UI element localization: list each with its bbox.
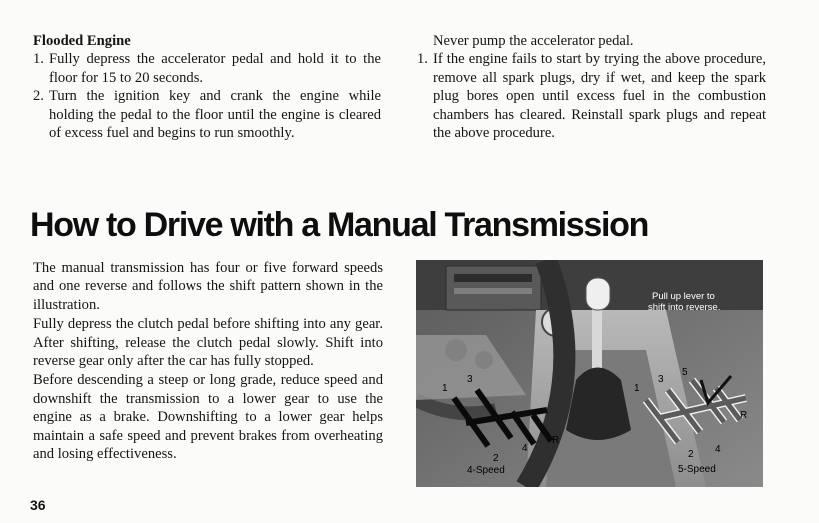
reverse-note: Pull up lever to <box>652 291 715 302</box>
gear-label: 2 <box>493 453 499 464</box>
pattern-caption: 4-Speed <box>467 465 505 476</box>
step-text: If the engine fails to start by trying the above procedure, remove all spark plugs, dry if wet, and keep the spark plug bores open until excess fuel in the combustion chambers has cleared. Reinstall spark plugs and repeat the above procedure. <box>433 51 766 142</box>
restart-steps <box>417 50 766 142</box>
paragraph: Before descending a steep or long grade, reduce speed and downshift the transmission to a lower gear to use the engine as a brake. Downshifting to a lower gear helps maintain a safe speed and prevent brakes from overheating and losing effectiveness. <box>33 372 383 463</box>
gear-label: R <box>552 435 560 446</box>
flooded-engine-section <box>33 32 381 142</box>
section-title: How to Drive with a Manual Transmission <box>30 206 649 244</box>
accelerator-warning: Never pump the accelerator pedal. <box>433 33 634 49</box>
step-number: 1. <box>417 51 428 68</box>
flooded-engine-continued <box>417 32 766 142</box>
gear-label: 1 <box>634 383 640 394</box>
step-text: Turn the ignition key and crank the engine while holding the pedal to the floor until the engine is cleared of excess fuel and begins to run smoothly. <box>49 88 381 142</box>
flooded-engine-steps <box>33 50 381 142</box>
restart-step <box>417 50 766 142</box>
flooded-engine-heading: Flooded Engine <box>33 33 131 49</box>
reverse-note: shift into reverse. <box>648 302 721 313</box>
gear-label: 5 <box>682 367 688 378</box>
gear-label: 2 <box>688 449 694 460</box>
flooded-engine-step <box>33 87 381 142</box>
step-number: 2. <box>33 88 44 105</box>
flooded-engine-step <box>33 50 381 87</box>
gear-label: 4 <box>522 443 528 454</box>
gear-label: R <box>740 410 748 421</box>
step-number: 1. <box>33 51 44 68</box>
shift-pattern-photo <box>416 260 763 487</box>
pattern-caption: 5-Speed <box>678 464 716 475</box>
paragraph: The manual transmission has four or five forward speeds and one reverse and follows the shift pattern shown in the illustration. <box>33 260 383 313</box>
manual-transmission-text <box>33 259 383 463</box>
step-text: Fully depress the accelerator pedal and hold it to the floor for 15 to 20 seconds. <box>49 51 381 86</box>
gear-label: 1 <box>442 383 448 394</box>
gear-label: 3 <box>658 374 664 385</box>
page-number: 36 <box>30 497 46 513</box>
gear-label: 3 <box>467 374 473 385</box>
paragraph: Fully depress the clutch pedal before shifting into any gear. After shifting, release the clutch pedal slowly. Shift into reverse gear only after the car has fully stopped. <box>33 316 383 370</box>
photo-illustration <box>416 260 763 487</box>
gear-label: 4 <box>715 444 721 455</box>
